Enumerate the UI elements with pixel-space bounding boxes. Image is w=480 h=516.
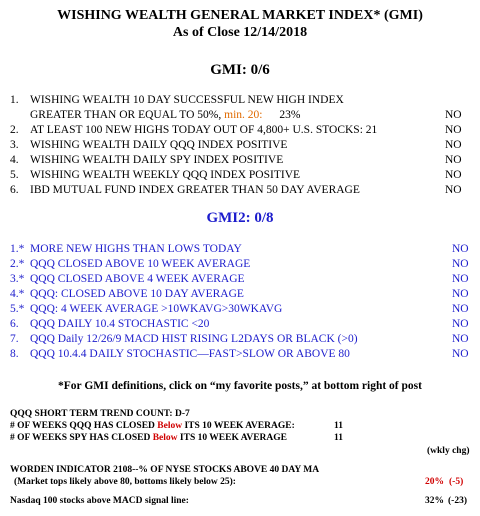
weekly-change-header: (wkly chg): [427, 446, 470, 456]
answer: NO: [452, 348, 469, 360]
answer: NO: [452, 288, 469, 300]
page-subtitle: As of Close 12/14/2018: [172, 25, 308, 40]
nasdaq-label: Nasdaq 100 stocks above MACD signal line:: [10, 496, 189, 506]
answer: NO: [445, 124, 462, 136]
list-item: 3. WISHING WEALTH DAILY QQQ INDEX POSITIVE: [10, 139, 288, 151]
list-item: 1. WISHING WEALTH 10 DAY SUCCESSFUL NEW HIGH INDEX: [10, 94, 344, 106]
list-item: 6. IBD MUTUAL FUND INDEX GREATER THAN 50 DAY AVERAGE: [10, 184, 360, 196]
answer: NO: [452, 318, 469, 330]
qqq-weeks-below: # OF WEEKS QQQ HAS CLOSED Below ITS 10 WEEK AVERAGE:: [10, 421, 295, 431]
nasdaq-value: 32%: [425, 496, 444, 506]
answer: NO: [452, 273, 469, 285]
list-item: 1.* MORE NEW HIGHS THAN LOWS TODAY: [10, 243, 242, 255]
answer: NO: [445, 109, 462, 121]
min-note: min. 20:: [224, 109, 263, 121]
worden-value: 20%: [425, 477, 444, 487]
list-item: 4.* QQQ: CLOSED ABOVE 10 DAY AVERAGE: [10, 288, 244, 300]
answer: NO: [445, 169, 462, 181]
list-item: 4. WISHING WEALTH DAILY SPY INDEX POSITIVE: [10, 154, 284, 166]
list-item-continuation: GREATER THAN OR EQUAL TO 50%, min. 20: 23%: [30, 109, 301, 121]
gmi-value: 23%: [279, 109, 301, 121]
answer: NO: [452, 333, 469, 345]
gmi-score: GMI: 0/6: [210, 62, 270, 78]
answer: NO: [452, 258, 469, 270]
list-item: 7. QQQ Daily 12/26/9 MACD HIST RISING L2DAYS OR BLACK (>0): [10, 333, 358, 345]
answer: NO: [445, 154, 462, 166]
list-item: 6. QQQ DAILY 10.4 STOCHASTIC <20: [10, 318, 210, 330]
list-item: 5. WISHING WEALTH WEEKLY QQQ INDEX POSITIVE: [10, 169, 301, 181]
trend-count: QQQ SHORT TERM TREND COUNT: D-7: [10, 409, 190, 419]
spy-weeks-value: 11: [334, 433, 343, 443]
list-item: 8. QQQ 10.4.4 DAILY STOCHASTIC—FAST>SLOW OR ABOVE 80: [10, 348, 350, 360]
answer: NO: [452, 243, 469, 255]
page-title: WISHING WEALTH GENERAL MARKET INDEX* (GMI): [57, 8, 423, 23]
worden-label: WORDEN INDICATOR 2108--% OF NYSE STOCKS ABOVE 40 DAY MA: [10, 465, 320, 475]
spy-weeks-below: # OF WEEKS SPY HAS CLOSED Below ITS 10 WEEK AVERAGE: [10, 433, 287, 443]
qqq-weeks-value: 11: [334, 421, 343, 431]
answer: NO: [452, 303, 469, 315]
answer: NO: [445, 184, 462, 196]
list-item: 3.* QQQ CLOSED ABOVE 4 WEEK AVERAGE: [10, 273, 245, 285]
worden-change: (-5): [449, 477, 464, 487]
below-word: Below: [152, 433, 178, 443]
answer: NO: [445, 139, 462, 151]
footnote: *For GMI definitions, click on “my favorite posts,” at bottom right of post: [58, 380, 422, 392]
list-item: 2.* QQQ CLOSED ABOVE 10 WEEK AVERAGE: [10, 258, 251, 270]
nasdaq-change: (-23): [448, 496, 467, 506]
below-word: Below: [157, 421, 183, 431]
gmi2-score: GMI2: 0/8: [206, 210, 274, 226]
worden-note: (Market tops likely above 80, bottoms likely below 25):: [14, 477, 236, 487]
list-item: 5.* QQQ: 4 WEEK AVERAGE >10WKAVG>30WKAVG: [10, 303, 283, 315]
list-item: 2. AT LEAST 100 NEW HIGHS TODAY OUT OF 4,800+ U.S. STOCKS: 21: [10, 124, 378, 136]
